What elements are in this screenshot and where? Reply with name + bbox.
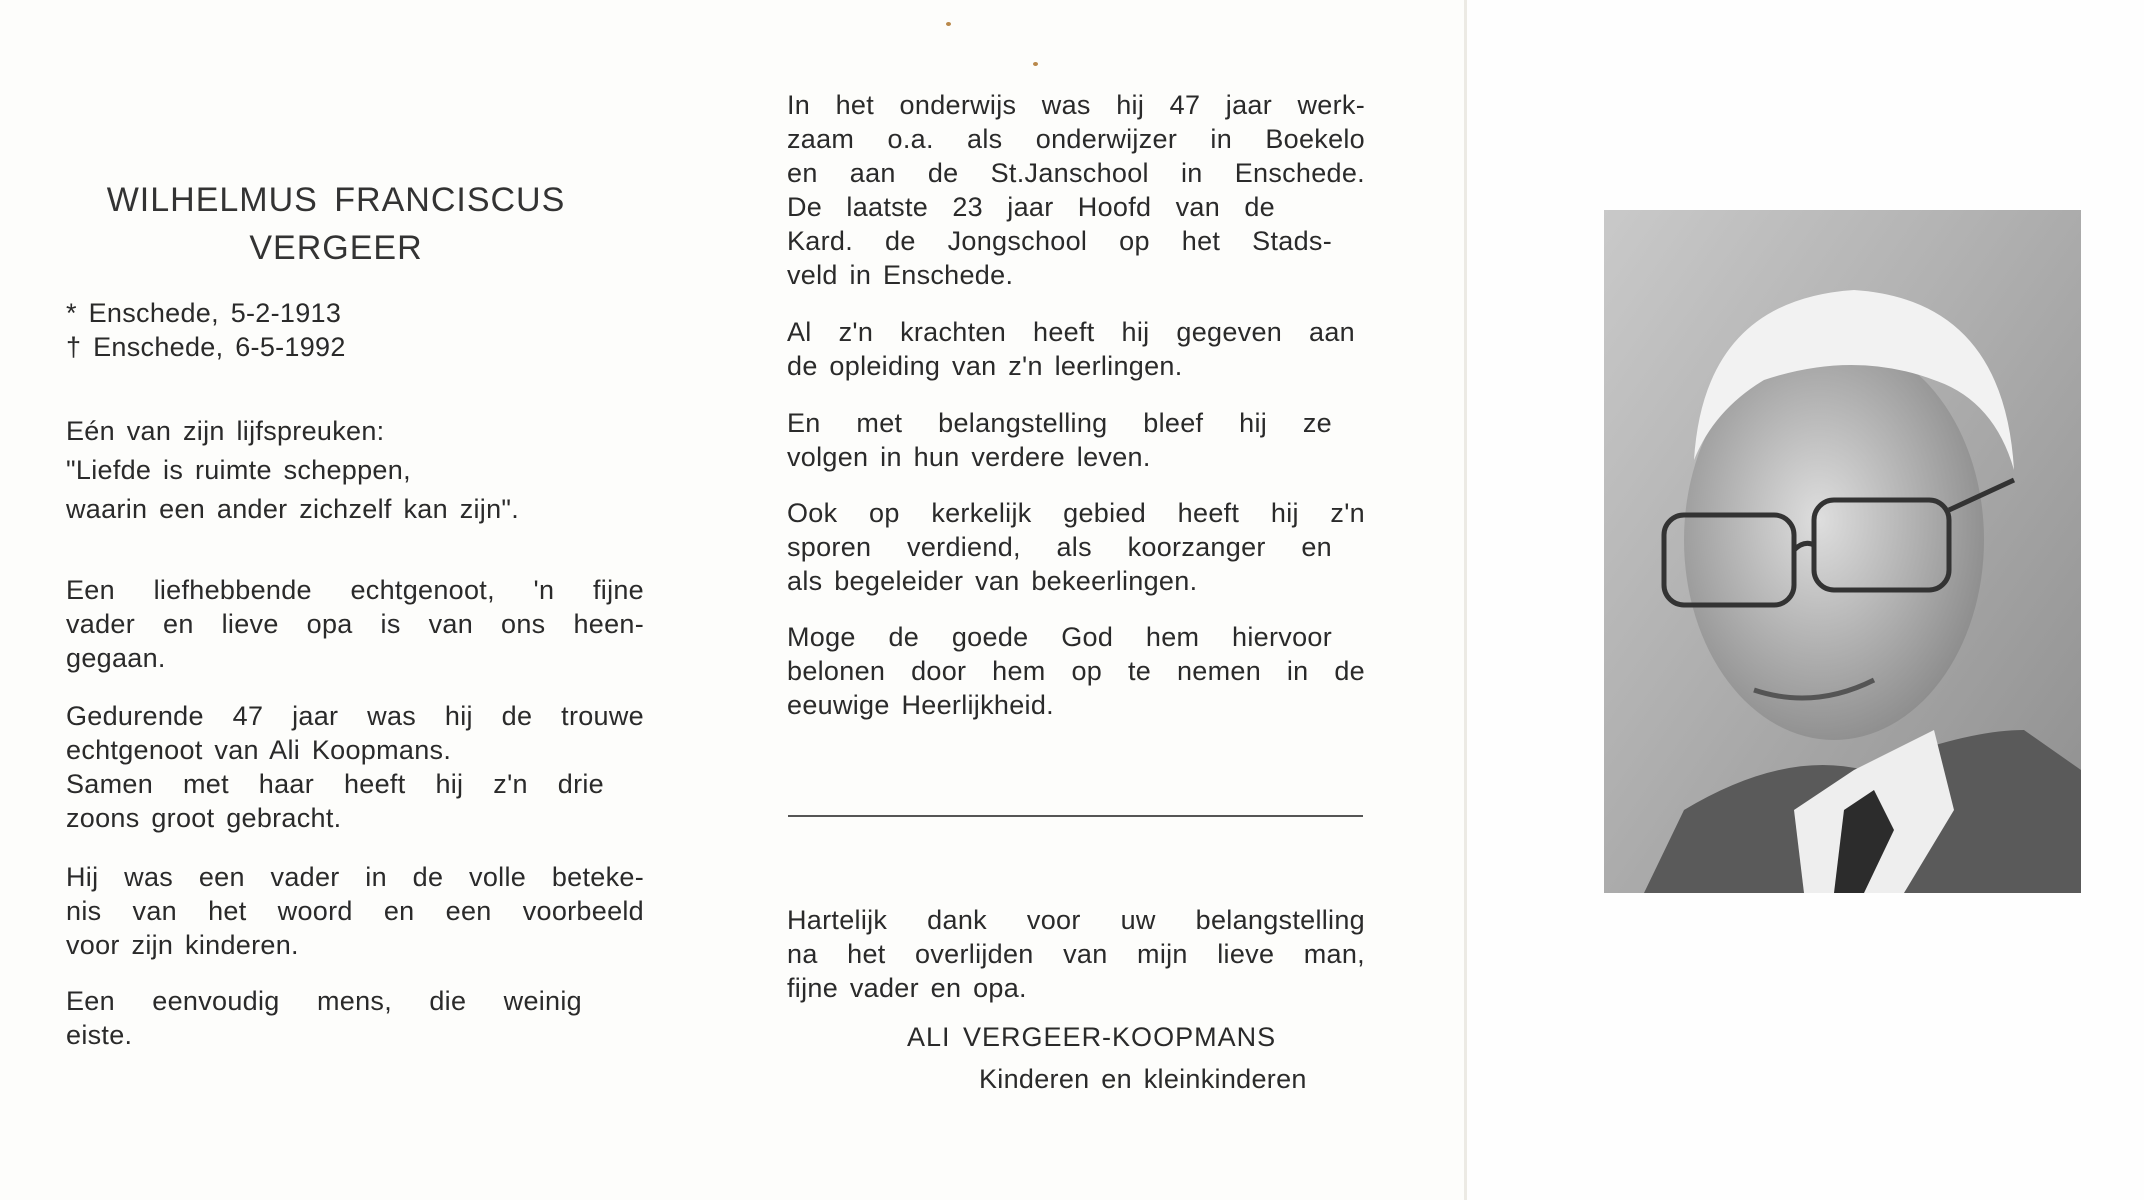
death-date: † Enschede, 6-5-1992	[66, 332, 346, 362]
thanks-paragraph	[787, 903, 1365, 1005]
text-line: sporen verdiend, als koorzanger en	[787, 532, 1332, 562]
motto	[66, 412, 519, 529]
text-line: Hij was een vader in de volle beteke-	[66, 862, 644, 892]
paragraph	[66, 860, 644, 962]
text-line: fijne vader en opa.	[787, 973, 1027, 1003]
portrait-photo	[1604, 210, 2081, 893]
text-line: veld in Enschede.	[787, 260, 1014, 290]
paragraph	[787, 620, 1365, 722]
text-line: De laatste 23 jaar Hoofd van de	[787, 192, 1275, 222]
text-line: Eén van zijn lijfspreuken:	[66, 416, 385, 446]
text-line: na het overlijden van mijn lieve man,	[787, 939, 1365, 969]
text-line: de opleiding van z'n leerlingen.	[787, 351, 1183, 381]
text-line: gegaan.	[66, 643, 166, 673]
paragraph	[66, 984, 644, 1052]
text-line: In het onderwijs was hij 47 jaar werk-	[787, 90, 1365, 120]
text-line: Samen met haar heeft hij z'n drie	[66, 769, 604, 799]
name-line-2: VERGEER	[249, 229, 423, 267]
text-line: waarin een ander zichzelf kan zijn".	[66, 494, 520, 524]
text-line: Een eenvoudig mens, die weinig	[66, 986, 582, 1016]
card-fold	[1464, 0, 1467, 1200]
paragraph	[66, 573, 644, 675]
paper-speck	[1033, 62, 1038, 66]
text-line: "Liefde is ruimte scheppen,	[66, 455, 411, 485]
text-line: Kard. de Jongschool op het Stads-	[787, 226, 1332, 256]
text-line: Ook op kerkelijk gebied heeft hij z'n	[787, 498, 1365, 528]
birth-date: * Enschede, 5-2-1913	[66, 298, 342, 328]
paragraph	[787, 88, 1365, 292]
separator-line	[788, 815, 1363, 817]
text-line: Een liefhebbende echtgenoot, 'n fijne	[66, 575, 644, 605]
text-line: vader en lieve opa is van ons heen-	[66, 609, 644, 639]
text-line: nis van het woord en een voorbeeld	[66, 896, 644, 926]
text-line: en aan de St.Janschool in Enschede.	[787, 158, 1365, 188]
text-line: Moge de goede God hem hiervoor	[787, 622, 1332, 652]
text-line: belonen door hem op te nemen in de	[787, 656, 1365, 686]
text-line: als begeleider van bekeerlingen.	[787, 566, 1198, 596]
text-line: voor zijn kinderen.	[66, 930, 299, 960]
paragraph	[787, 315, 1355, 383]
name-line-1: WILHELMUS FRANCISCUS	[106, 181, 566, 219]
paper-speck	[946, 22, 951, 26]
text-line: Hartelijk dank voor uw belangstelling	[787, 905, 1365, 935]
paragraph	[66, 699, 644, 835]
family-signature: Kinderen en kleinkinderen	[979, 1064, 1307, 1094]
signature: ALI VERGEER-KOOPMANS	[907, 1022, 1277, 1052]
text-line: Gedurende 47 jaar was hij de trouwe	[66, 701, 644, 731]
text-line: zoons groot gebracht.	[66, 803, 342, 833]
text-line: Al z'n krachten heeft hij gegeven aan	[787, 317, 1355, 347]
text-line: echtgenoot van Ali Koopmans.	[66, 735, 452, 765]
text-line: eeuwige Heerlijkheid.	[787, 690, 1054, 720]
text-line: En met belangstelling bleef hij ze	[787, 408, 1332, 438]
text-line: eiste.	[66, 1020, 133, 1050]
life-dates	[66, 296, 346, 364]
paragraph	[787, 406, 1332, 474]
text-line: volgen in hun verdere leven.	[787, 442, 1151, 472]
paragraph	[787, 496, 1365, 598]
text-line: zaam o.a. als onderwijzer in Boekelo	[787, 124, 1365, 154]
